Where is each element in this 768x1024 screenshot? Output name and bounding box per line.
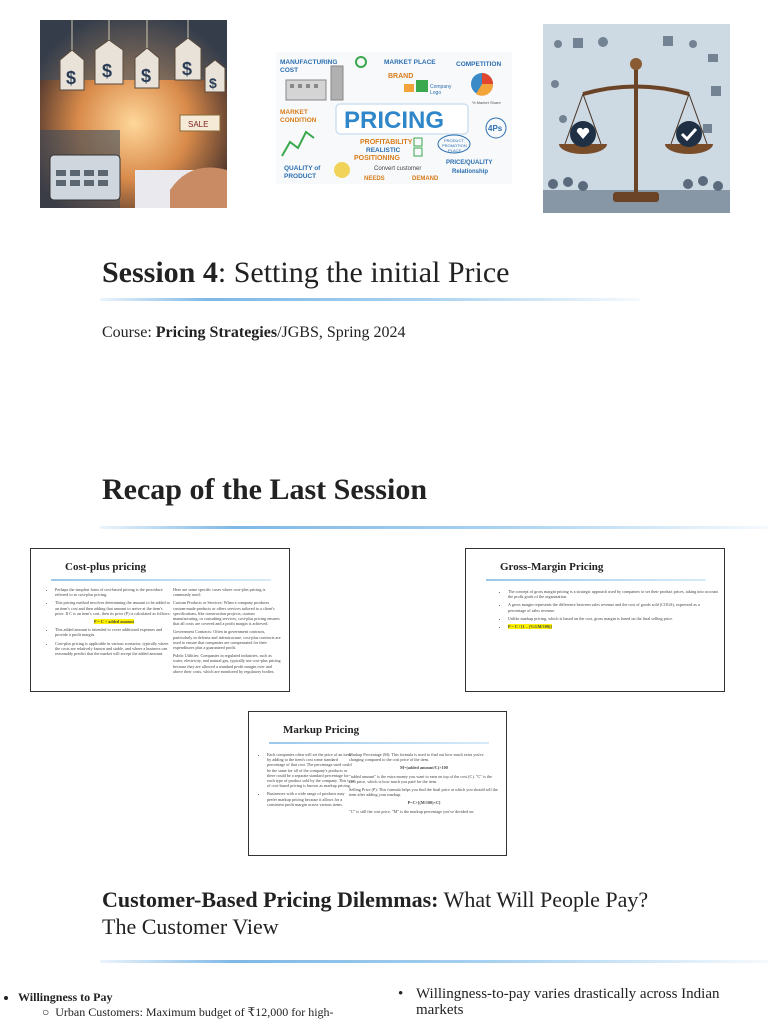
svg-text:PRICE/QUALITY: PRICE/QUALITY (446, 160, 493, 166)
course-line: Course: Pricing Strategies/JGBS, Spring 2024 (102, 324, 406, 341)
svg-text:REALISTIC: REALISTIC (366, 147, 401, 154)
urban-customers-text: Urban Customers: Maximum budget of ₹12,000 for high- (55, 1005, 334, 1019)
willingness-varies-bullet: • Willingness-to-pay varies drastically across Indian markets (398, 986, 720, 1018)
wc-manufacturing: MANUFACTURING (280, 59, 338, 66)
willingness-heading: • Willingness to Pay (18, 990, 388, 1005)
svg-text:$: $ (66, 68, 77, 88)
svg-text:COST: COST (280, 67, 299, 74)
svg-text:NEEDS: NEEDS (364, 176, 385, 182)
svg-text:PROMOTION: PROMOTION (442, 143, 467, 148)
wc-pricing: PRICING (344, 107, 445, 134)
recap-underline (100, 526, 768, 529)
svg-text:$: $ (182, 59, 193, 79)
svg-text:Convert customer: Convert customer (374, 166, 422, 172)
svg-text:CONDITION: CONDITION (280, 117, 317, 124)
balance-scale-image (543, 24, 730, 213)
slide-thumb-gross-margin[interactable] (465, 548, 725, 692)
thumb-title: Cost-plus pricing (65, 561, 146, 573)
dilemmas-heading: Customer-Based Pricing Dilemmas: What Will People Pay? The Customer View (102, 887, 649, 939)
bullet-dot-icon: • (398, 986, 404, 1002)
formula-highlight: P = C + added amount (93, 619, 135, 625)
course-name: Pricing Strategies (155, 324, 278, 341)
svg-text:PRODUCT: PRODUCT (444, 138, 464, 143)
svg-text:Relationship: Relationship (452, 169, 489, 175)
svg-text:BRAND: BRAND (388, 73, 414, 80)
dilemmas-underline (100, 960, 768, 963)
slide-thumb-markup[interactable] (248, 711, 507, 856)
thumb-title: Markup Pricing (283, 724, 360, 736)
svg-text:$: $ (209, 75, 217, 91)
thumb-bullets: • The concept of gross margin pricing is a strategic approach used by companies to set their product prices, taking into account the profit goals of the organization. • A gross margin represents the difference between sales revenue and the cost of goods sold (COGS), expressed as a percentage of sales revenue. • Unlike markup pricing, which is based on the cost, gross margin is based on the final selling price. • P = C / [1 – (%GM/100)] (500, 589, 718, 632)
svg-text:% Market Share: % Market Share (472, 100, 501, 105)
svg-text:Logo: Logo (430, 90, 442, 96)
svg-text:QUALITY of: QUALITY of (284, 165, 321, 172)
formula-highlight: P = C / [1 – (%GM/100)] (508, 624, 552, 630)
thumb-left-bullets: • Perhaps the simplest form of cost-based pricing is the procedure referred to as cost-plus pricing. • This pricing method involves determining the amount to be added to an item's cost and then adding that amount to arrive at the item's price. If C is an item's cost, then its price (P) is calculated as follows: P = C + added amount • This added amount is intended to cover additional expenses and provide a profit margin. • Cost-plus pricing is applicable in various scenarios, typically where the costs are relatively known and stable, and where a business can reasonably predict that the market will accept the added amount. (47, 587, 173, 659)
svg-text:SALE: SALE (188, 120, 209, 129)
thumb-left-bullets: • Each companies often will set the price of an item by adding to the item's cost some standard percentage of that cost. The percentage used could be the same for all of the company's products or there could be a separate standard percentage for each type of product sold by the company. This type of cost-based pricing is known as markup pricing. • Businesses with a wide range of products may prefer markup pricing because it allows for a consistent profit margin across various items. (259, 752, 355, 810)
svg-text:PRODUCT: PRODUCT (284, 173, 317, 180)
recap-heading: Recap of the Last Session (102, 473, 428, 506)
svg-text:COMPETITION: COMPETITION (456, 61, 502, 68)
svg-text:Company: Company (430, 84, 452, 90)
thumb-right-col: Here are some specific cases where cost-plus pricing is commonly used: Custom Products or Services: When a company produces custom-made products or offers services tailored to a client's specifications, like construction projects, custom manufacturing, or consulting services, cost-plus pricing ensures that all costs are covered and a profit margin is achieved. Government Contracts: Often in government contracts, particularly in defense and infrastructure, cost-plus contracts are used to ensure that companies are compensated for their expenditures plus a guaranteed profit. Public Utilities: Companies in regulated industries, such as water, electricity, and natural gas, typically use cost-plus pricing because they are allowed a standard profit margin over and above their costs, which are monitored by regulatory bodies. (173, 587, 281, 674)
session-subtitle: : Setting the initial Price (217, 256, 510, 289)
svg-text:DEMAND: DEMAND (412, 176, 439, 182)
shopping-scene-image (40, 20, 227, 208)
svg-text:MARKET PLACE: MARKET PLACE (384, 59, 436, 66)
session-underline (100, 298, 640, 301)
session-number: Session 4 (102, 256, 218, 289)
thumb-right-col: Markup Percentage (M): This formula is used to find out how much extra you're charging compared to the cost price of the item. M=(added amount/C)×100 "added amount" is the extra money you want to earn on top of the cost (C). "C" is the cost price, which is how much you paid for the item. Selling Price (P): This formula helps you find the final price at which you should sell the item after adding your markup. P=C+[(M/100)×C] "C" is still the cost price. "M" is the markup percentage you've decided on. (349, 752, 498, 814)
svg-text:$: $ (102, 61, 113, 81)
session-title (102, 256, 510, 290)
svg-text:MARKET: MARKET (280, 109, 308, 116)
svg-text:POSITIONING: POSITIONING (354, 155, 400, 162)
pricing-wordcloud-image (276, 52, 512, 184)
slide-thumb-cost-plus[interactable] (30, 548, 290, 692)
willingness-list (0, 990, 388, 1020)
svg-text:PLACE: PLACE (448, 148, 462, 153)
svg-text:$: $ (141, 66, 152, 86)
svg-text:4Ps: 4Ps (488, 124, 503, 133)
svg-text:PROFITABILITY: PROFITABILITY (360, 139, 413, 146)
thumb-title: Gross-Margin Pricing (500, 561, 604, 573)
circle-bullet-icon: ○ (42, 1005, 56, 1019)
